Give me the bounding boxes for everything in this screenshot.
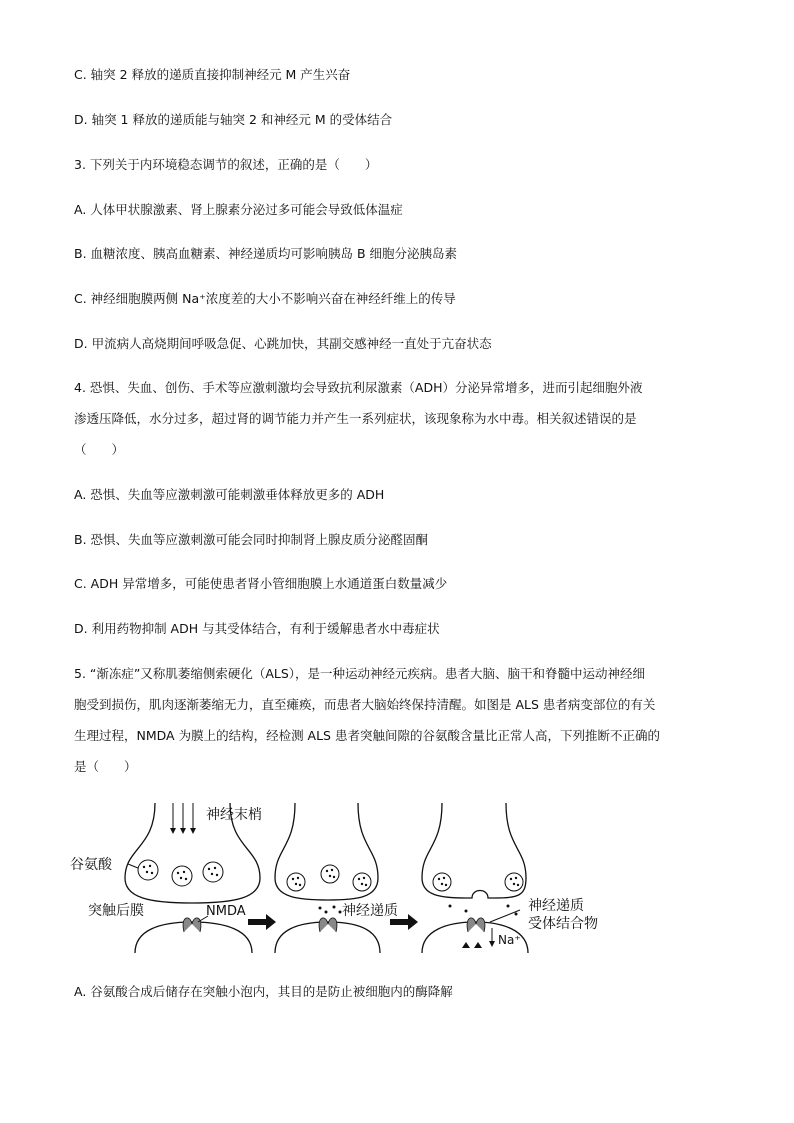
label-sodium: Na⁺ [498, 933, 521, 947]
label-glutamate: 谷氨酸 [70, 857, 112, 873]
question-4-stem-line2: 渗透压降低，水分过多，超过肾的调节能力并产生一系列症状，该现象称为水中毒。相关叙述错误的是 [74, 411, 637, 426]
label-postsynaptic-membrane: 突触后膜 [88, 903, 144, 919]
synaptic-vesicle [203, 862, 223, 882]
synaptic-vesicle [172, 866, 192, 886]
question-4-stem-line3: （ ） [74, 442, 125, 457]
synaptic-vesicle [138, 860, 158, 880]
stimulus-arrows [173, 803, 193, 833]
label-nmda: NMDA [206, 904, 246, 919]
question-5-stem-line3: 生理过程，NMDA 为膜上的结构，经检测 ALS 患者突触间隙的谷氨酸含量比正常人高，下列推断不正确的 [74, 728, 660, 743]
released-neurotransmitter [449, 905, 518, 916]
process-arrow-1 [248, 914, 276, 930]
presynaptic-terminal-3 [422, 803, 526, 898]
presynaptic-terminal-2 [275, 803, 378, 900]
bound-receptor-3 [467, 918, 485, 932]
sodium-ion-marker [474, 942, 482, 948]
nmda-receptor-1 [183, 918, 201, 932]
complex-pointer [490, 910, 520, 922]
synapse-figure [70, 798, 630, 958]
option-b-q3: B. 血糖浓度、胰高血糖素、神经递质均可影响胰岛 B 细胞分泌胰岛素 [74, 246, 458, 261]
option-c-q2: C. 轴突 2 释放的递质直接抑制神经元 M 产生兴奋 [74, 67, 351, 82]
synaptic-vesicle [287, 873, 305, 891]
question-5-stem-line2: 胞受到损伤，肌肉逐渐萎缩无力，直至瘫痪，而患者大脑始终保持清醒。如图是 ALS 患者病变部位的有关 [74, 697, 656, 712]
option-c-q3: C. 神经细胞膜两侧 Na⁺浓度差的大小不影响兴奋在神经纤维上的传导 [74, 291, 456, 306]
label-complex-line2: 受体结合物 [528, 916, 598, 932]
synaptic-vesicle [505, 873, 523, 891]
option-c-q4: C. ADH 异常增多，可能使患者肾小管细胞膜上水通道蛋白数量减少 [74, 576, 448, 591]
question-4-stem-line1: 4. 恐惧、失血、创伤、手术等应激刺激均会导致抗利尿激素（ADH）分泌异常增多，进而引起细胞外液 [74, 380, 643, 395]
question-3-stem: 3. 下列关于内环境稳态调节的叙述，正确的是（ ） [74, 157, 378, 172]
option-a-q5: A. 谷氨酸合成后储存在突触小泡内，其目的是防止被细胞内的酶降解 [74, 984, 453, 999]
question-5-stem-line4: 是（ ） [74, 759, 137, 774]
synaptic-vesicle [433, 873, 451, 891]
synaptic-vesicle [321, 865, 339, 883]
postsynaptic-membrane-2 [275, 922, 380, 953]
label-complex-line1: 神经递质 [528, 898, 584, 914]
sodium-ion-marker [462, 942, 470, 948]
glutamate-pointer [128, 864, 138, 868]
label-neurotransmitter: 神经递质 [342, 903, 398, 919]
option-d-q3: D. 甲流病人高烧期间呼吸急促、心跳加快，其副交感神经一直处于亢奋状态 [74, 336, 492, 351]
postsynaptic-membrane-1 [135, 922, 252, 953]
option-a-q3: A. 人体甲状腺激素、肾上腺素分泌过多可能会导致低体温症 [74, 202, 403, 217]
nmda-receptor-2 [319, 918, 337, 932]
label-nerve-ending: 神经末梢 [206, 807, 262, 823]
option-b-q4: B. 恐惧、失血等应激刺激可能会同时抑制肾上腺皮质分泌醛固酮 [74, 532, 429, 547]
option-d-q2: D. 轴突 1 释放的递质能与轴突 2 和神经元 M 的受体结合 [74, 112, 393, 127]
synaptic-vesicle [353, 873, 371, 891]
option-d-q4: D. 利用药物抑制 ADH 与其受体结合，有利于缓解患者水中毒症状 [74, 621, 440, 636]
released-neurotransmitter [319, 906, 342, 914]
question-5-stem-line1: 5. “渐冻症”又称肌萎缩侧索硬化（ALS），是一种运动神经元疾病。患者大脑、脑干和脊髓中运动神经细 [74, 666, 646, 681]
option-a-q4: A. 恐惧、失血等应激刺激可能刺激垂体释放更多的 ADH [74, 487, 385, 502]
